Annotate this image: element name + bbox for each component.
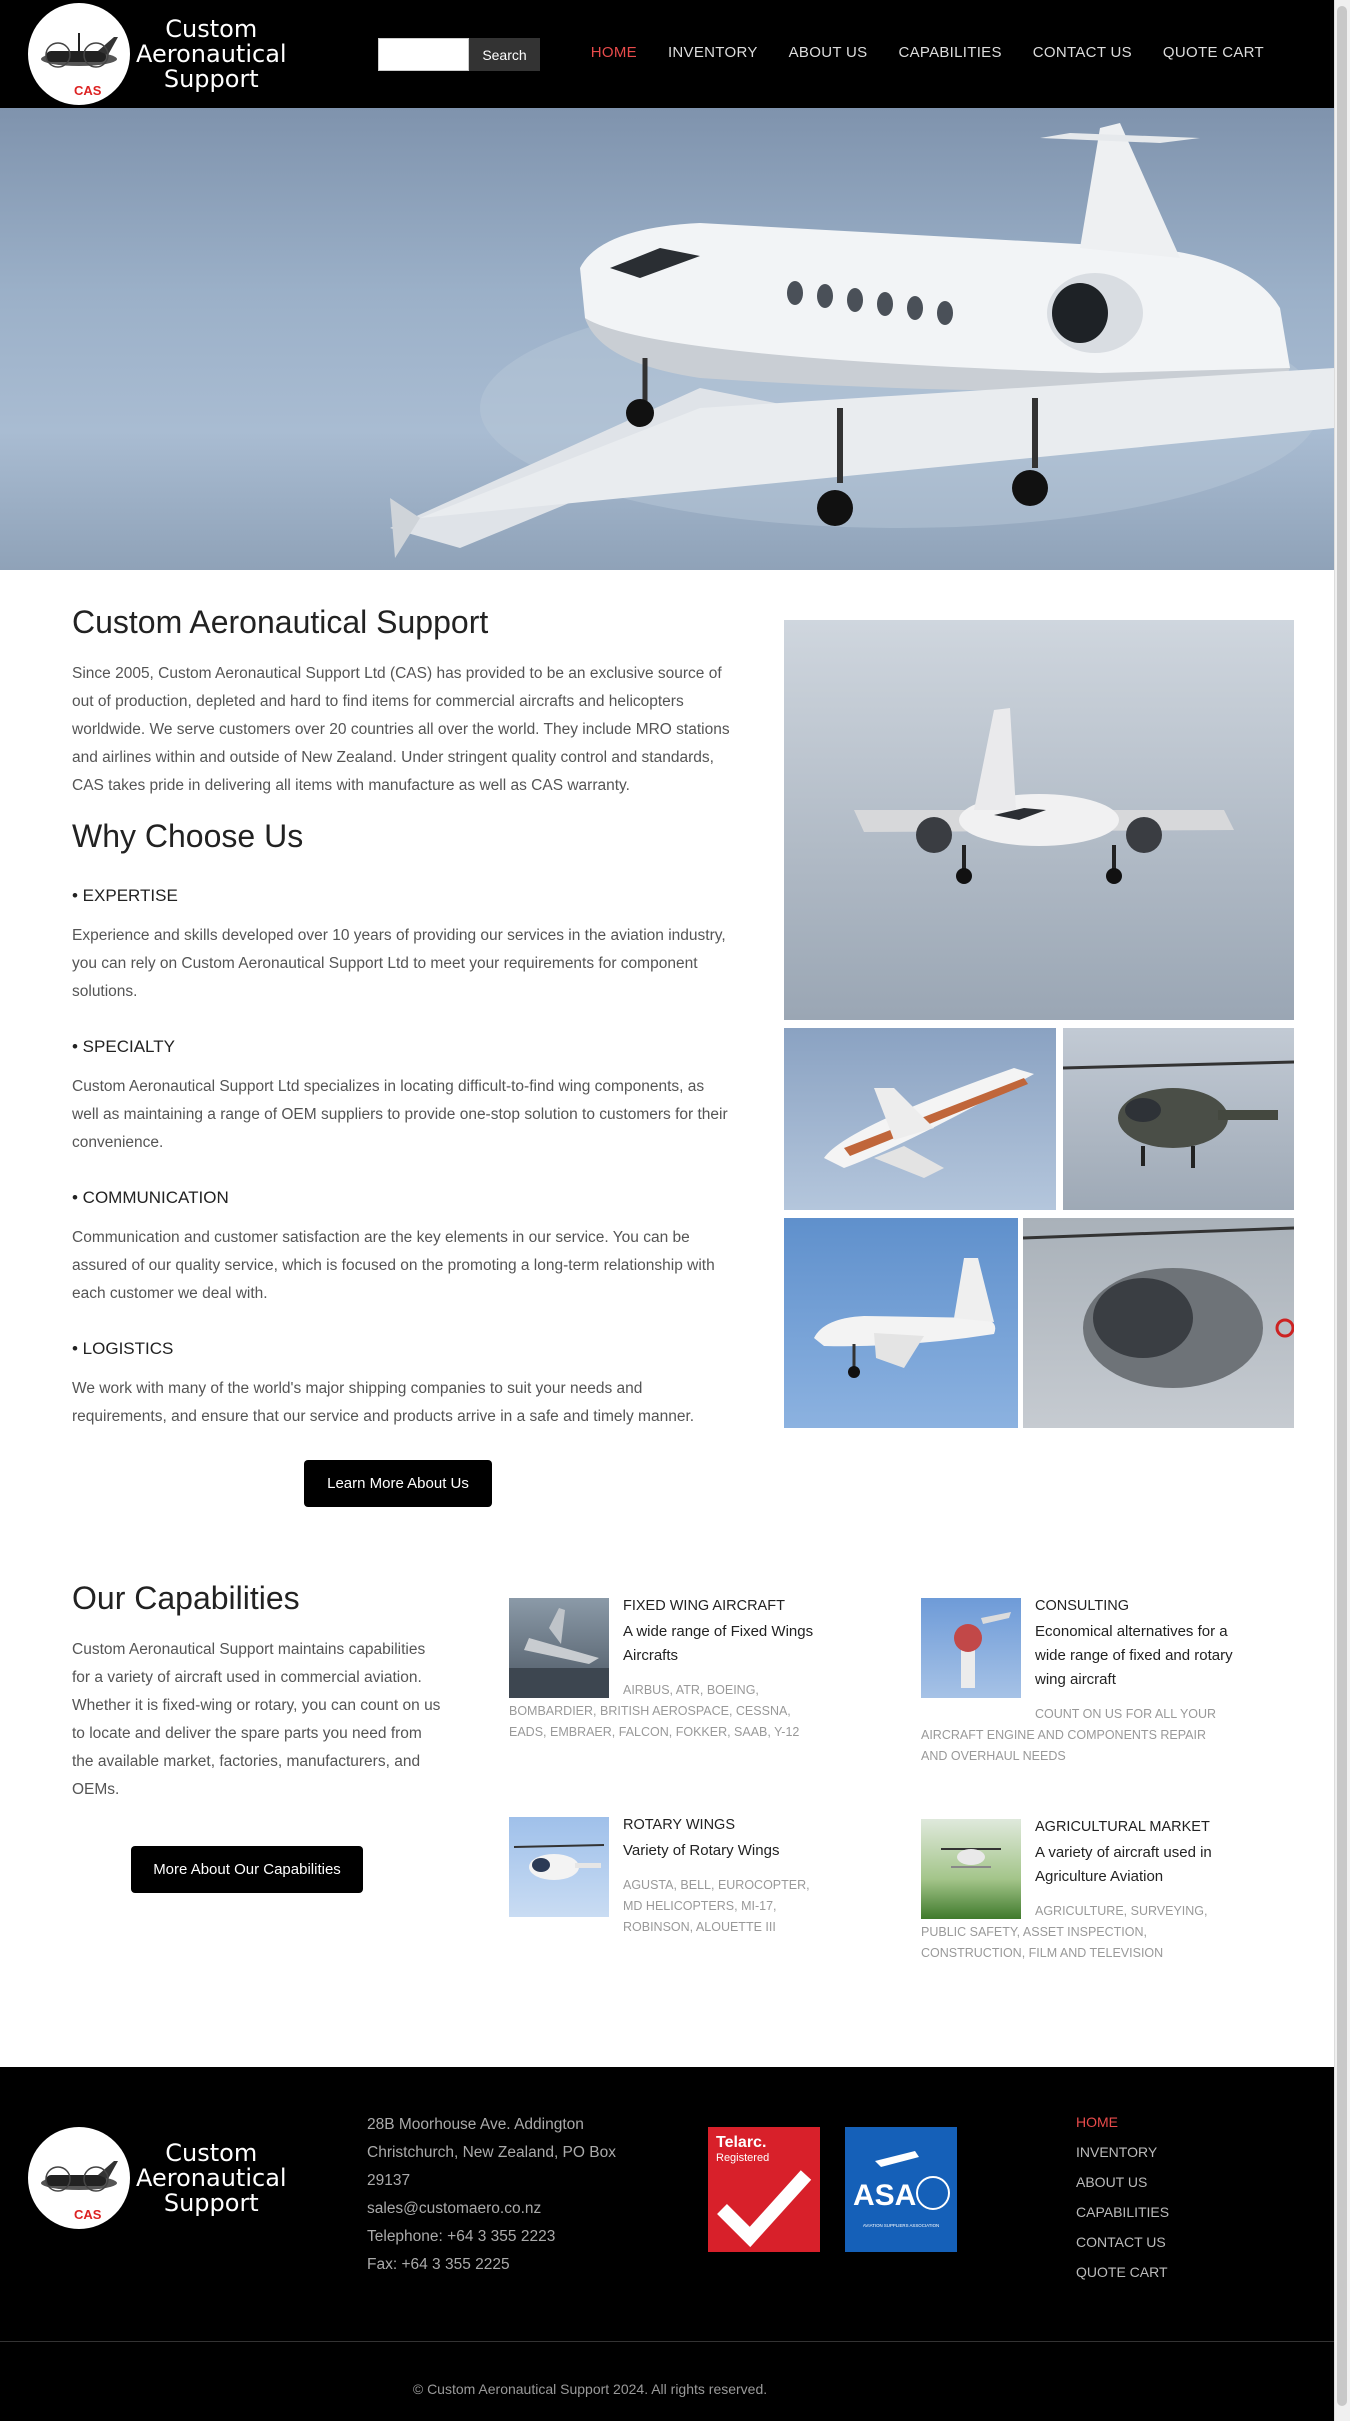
asa-member-badge bbox=[845, 2127, 957, 2252]
capability-name: FIXED WING AIRCRAFT bbox=[623, 1598, 785, 1614]
logo-text bbox=[136, 14, 287, 93]
footer-nav-capabilities[interactable]: CAPABILITIES bbox=[1076, 2204, 1170, 2220]
logo-emblem bbox=[28, 3, 130, 105]
capability-card-agricultural[interactable] bbox=[921, 1819, 1241, 1969]
gallery-regional-jet-image bbox=[784, 1028, 1056, 1210]
intro-title: Custom Aeronautical Support bbox=[72, 604, 489, 640]
scrollbar-thumb[interactable] bbox=[1337, 6, 1347, 2406]
main-nav bbox=[591, 44, 1264, 61]
address-line-city: Christchurch, New Zealand, PO Box 29137 bbox=[367, 2144, 616, 2189]
nav-home[interactable]: HOME bbox=[590, 44, 637, 61]
capability-tags: AIRBUS, ATR, BOEING, BOMBARDIER, BRITISH AEROSPACE, CESSNA, EADS, EMBRAER, FALCON, FOKKER, SAAB, Y-12 bbox=[509, 1683, 800, 1739]
search-input[interactable] bbox=[378, 38, 469, 71]
nav-capabilities[interactable]: CAPABILITIES bbox=[898, 44, 1002, 61]
gallery-military-helicopter-image bbox=[1063, 1028, 1294, 1210]
hero-banner-jet-image bbox=[0, 108, 1334, 570]
address-line-street: 28B Moorhouse Ave. Addington bbox=[367, 2116, 584, 2133]
footer-nav bbox=[1076, 2107, 1169, 2287]
footer-logo-emblem bbox=[28, 2127, 130, 2229]
telarc-badge-title: Telarc. bbox=[716, 2134, 767, 2151]
capability-name: AGRICULTURAL MARKET bbox=[1035, 1819, 1210, 1835]
capabilities-paragraph: Custom Aeronautical Support maintains capabilities for a variety of aircraft used in commercial aviation. Whether it is fixed-wing or rotary, you can count on us to locate and deliver the spare parts you need from the available market, factories, manufacturers, and OEMs. bbox=[72, 1641, 441, 1798]
asa-badge-subtitle: AVIATION SUPPLIERS ASSOCIATION bbox=[862, 2223, 940, 2228]
footer-divider bbox=[0, 2341, 1334, 2342]
footer-nav-home[interactable]: HOME bbox=[1076, 2114, 1118, 2130]
point-title-communication: • COMMUNICATION bbox=[72, 1188, 229, 1207]
footer-logo-line-3: Support bbox=[163, 2188, 259, 2217]
capability-card-fixed-wing[interactable] bbox=[509, 1598, 829, 1788]
point-title-expertise: • EXPERTISE bbox=[72, 886, 178, 905]
footer-fax: Fax: +64 3 355 2225 bbox=[367, 2256, 510, 2273]
site-header bbox=[0, 0, 1334, 108]
footer-logo-text bbox=[136, 2138, 287, 2217]
capability-subtitle: Variety of Rotary Wings bbox=[623, 1842, 780, 1859]
gallery-alouette-helicopter-image bbox=[1023, 1218, 1294, 1428]
nav-inventory[interactable]: INVENTORY bbox=[667, 44, 758, 61]
point-text-logistics: We work with many of the world's major shipping companies to suit your needs and requirements, and ensure that our service and products arrive in a safe and timely manner. bbox=[72, 1380, 695, 1425]
consulting-thumbnail bbox=[921, 1598, 1021, 1698]
telarc-badge-subtitle: Registered bbox=[716, 2152, 770, 2164]
nav-contact-us[interactable]: CONTACT US bbox=[1032, 44, 1132, 61]
copyright-text: © Custom Aeronautical Support 2024. All rights reserved. bbox=[412, 2381, 768, 2397]
footer-logo[interactable] bbox=[28, 2127, 287, 2229]
nav-about-us[interactable]: ABOUT US bbox=[788, 44, 868, 61]
logo-badge-text: CAS bbox=[74, 83, 102, 98]
capability-tags: COUNT ON US FOR ALL YOUR AIRCRAFT ENGINE AND COMPONENTS REPAIR AND OVERHAUL NEEDS bbox=[921, 1707, 1217, 1763]
footer-logo-line-1: Custom bbox=[165, 2138, 258, 2167]
logo-line-2: Aeronautical bbox=[136, 39, 287, 68]
why-choose-us-title: Why Choose Us bbox=[72, 818, 304, 854]
capability-card-consulting[interactable] bbox=[921, 1598, 1241, 1788]
gallery-turboprop-image bbox=[784, 620, 1294, 1020]
point-text-expertise: Experience and skills developed over 10 years of providing our services in the aviation industry, you can rely on Custom Aeronautical Support Ltd to meet your requirements for component solutions. bbox=[72, 927, 726, 1000]
footer-logo-badge-text: CAS bbox=[74, 2207, 102, 2222]
capability-subtitle: A wide range of Fixed Wings Aircrafts bbox=[623, 1623, 814, 1664]
point-text-communication: Communication and customer satisfaction are the key elements in our service. You can be assured of our quality service, which is focused on the promoting a long-term relationship with each customer we deal with. bbox=[72, 1229, 715, 1302]
capability-tags: AGRICULTURE, SURVEYING, PUBLIC SAFETY, ASSET INSPECTION, CONSTRUCTION, FILM AND TELEVISION bbox=[921, 1904, 1208, 1960]
nav-quote-cart[interactable]: QUOTE CART bbox=[1162, 44, 1264, 61]
capability-subtitle: A variety of aircraft used in Agriculture Aviation bbox=[1035, 1844, 1212, 1885]
footer-address bbox=[367, 2111, 627, 2279]
intro-paragraph: Since 2005, Custom Aeronautical Support Ltd (CAS) has provided to be an exclusive source of out of production, depleted and hard to find items for commercial aircrafts and helicopters worldwide. We serve customers over 20 countries all over the world. They include MRO stations and airlines within and outside of New Zealand. Under stringent quality control and standards, CAS takes pride in delivering all items with manufacture as well as CAS warranty. bbox=[72, 665, 730, 794]
capability-card-rotary-wings[interactable] bbox=[509, 1817, 829, 1967]
site-footer bbox=[0, 2067, 1334, 2421]
more-about-capabilities-button[interactable]: More About Our Capabilities bbox=[131, 1846, 363, 1893]
capability-name: ROTARY WINGS bbox=[623, 1817, 735, 1833]
logo-line-3: Support bbox=[163, 64, 259, 93]
logo-line-1: Custom bbox=[165, 14, 258, 43]
footer-nav-inventory[interactable]: INVENTORY bbox=[1076, 2144, 1158, 2160]
footer-nav-contact-us[interactable]: CONTACT US bbox=[1076, 2234, 1166, 2250]
point-text-specialty: Custom Aeronautical Support Ltd specializes in locating difficult-to-find wing components, as well as maintaining a range of OEM suppliers to provide one-stop solution to customers for their convenience. bbox=[72, 1078, 728, 1151]
telarc-registered-badge bbox=[708, 2127, 820, 2252]
footer-nav-about-us[interactable]: ABOUT US bbox=[1076, 2174, 1148, 2190]
page-scrollbar[interactable] bbox=[1334, 0, 1350, 2421]
point-title-specialty: • SPECIALTY bbox=[72, 1037, 175, 1056]
asa-badge-title: ASA bbox=[853, 2179, 917, 2212]
site-logo[interactable] bbox=[28, 4, 287, 104]
learn-more-about-us-button[interactable]: Learn More About Us bbox=[304, 1460, 492, 1507]
footer-nav-quote-cart[interactable]: QUOTE CART bbox=[1076, 2264, 1168, 2280]
capabilities-title: Our Capabilities bbox=[72, 1580, 300, 1616]
gallery-business-jet-image bbox=[784, 1218, 1018, 1428]
search-button[interactable]: Search bbox=[469, 38, 540, 71]
footer-email-link[interactable]: sales@customaero.co.nz bbox=[367, 2200, 542, 2217]
capability-tags: AGUSTA, BELL, EUROCOPTER, MD HELICOPTERS, MI-17, ROBINSON, ALOUETTE III bbox=[623, 1878, 810, 1934]
point-title-logistics: • LOGISTICS bbox=[72, 1339, 174, 1358]
footer-logo-line-2: Aeronautical bbox=[136, 2163, 287, 2192]
footer-telephone: Telephone: +64 3 355 2223 bbox=[367, 2228, 556, 2245]
capability-name: CONSULTING bbox=[1035, 1598, 1129, 1614]
capability-subtitle: Economical alternatives for a wide range of fixed and rotary wing aircraft bbox=[1035, 1623, 1233, 1688]
